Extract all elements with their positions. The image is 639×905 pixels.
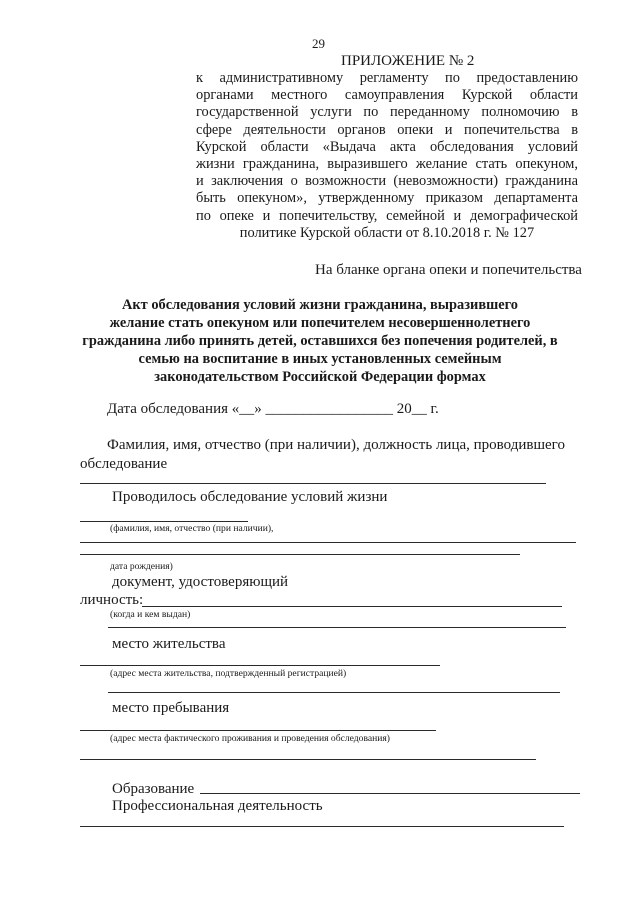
annex-line: органами местного самоуправления Курской области bbox=[196, 87, 578, 104]
act-title bbox=[60, 296, 580, 386]
annex-line: политике Курской области от 8.10.2018 г. № 127 bbox=[239, 224, 535, 241]
profession-label: Профессиональная деятельность bbox=[112, 798, 323, 814]
exam-date-field: Дата обследования «__» _________________ 20__ г. bbox=[107, 401, 439, 417]
appendix-title: ПРИЛОЖЕНИЕ № 2 bbox=[341, 53, 475, 69]
residence-fill-line-2 bbox=[108, 692, 560, 693]
fio-hint: (фамилия, имя, отчество (при наличии), bbox=[110, 523, 274, 534]
annex-line: и заключения о возможности (невозможности) гражданина bbox=[196, 173, 578, 190]
appendix-reference bbox=[196, 70, 578, 242]
birth-fill-line bbox=[80, 554, 520, 555]
stay-fill-line bbox=[80, 730, 436, 731]
id-document-label: документ, удостоверяющий bbox=[112, 574, 289, 590]
issued-hint: (когда и кем выдан) bbox=[110, 609, 191, 620]
act-title-line: желание стать опекуном или попечителем несовершеннолетнего bbox=[109, 315, 531, 331]
issued-fill-line bbox=[108, 627, 566, 628]
act-title-line: гражданина либо принять детей, оставшихся без попечения родителей, в bbox=[82, 333, 558, 349]
education-label: Образование bbox=[112, 781, 195, 797]
annex-line: Курской области «Выдача акта обследования условий bbox=[196, 138, 578, 155]
act-title-line: Акт обследования условий жизни гражданина, выразившего bbox=[121, 297, 518, 313]
annex-line: сфере деятельности органов опеки и попечительства в bbox=[196, 121, 578, 138]
inspector-label: Фамилия, имя, отчество (при наличии), должность лица, проводившего bbox=[107, 437, 565, 453]
annex-line: жизни гражданина, выразившего желание стать опекуном, bbox=[196, 155, 578, 172]
letterhead-note: На бланке органа опеки и попечительства bbox=[315, 262, 582, 278]
stay-fill-line-2 bbox=[80, 759, 536, 760]
annex-line: по опеке и попечительству, семейной и демографической bbox=[196, 207, 578, 224]
stay-hint: (адрес места фактического проживания и проведения обследования) bbox=[110, 733, 391, 744]
annex-line: быть опекуном», утвержденному приказом департамента bbox=[196, 190, 578, 207]
fio-fill-line bbox=[80, 521, 248, 522]
profession-fill-line bbox=[80, 826, 564, 827]
inspector-label-cont: обследование bbox=[80, 456, 168, 472]
residence-label: место жительства bbox=[112, 636, 226, 652]
birth-hint: дата рождения) bbox=[110, 561, 173, 572]
page-number: 29 bbox=[312, 36, 325, 51]
conducted-label: Проводилось обследование условий жизни bbox=[112, 489, 388, 505]
inspector-fill-line bbox=[80, 483, 546, 484]
stay-label: место пребывания bbox=[112, 700, 230, 716]
act-title-line: законодательством Российской Федерации формах bbox=[154, 369, 486, 385]
id-document-fill-line bbox=[142, 606, 562, 607]
education-fill-line bbox=[200, 793, 580, 794]
act-title-line: семью на воспитание в иных установленных семейным bbox=[138, 351, 502, 367]
residence-fill-line bbox=[80, 665, 440, 666]
id-document-label-cont: личность: bbox=[80, 592, 144, 608]
residence-hint: (адрес места жительства, подтвержденный регистрацией) bbox=[110, 668, 347, 679]
annex-line: государственной услуги по переданному полномочию в bbox=[196, 104, 578, 121]
fio-fill-line-2 bbox=[80, 542, 576, 543]
annex-line: к административному регламенту по предоставлению bbox=[196, 70, 578, 86]
